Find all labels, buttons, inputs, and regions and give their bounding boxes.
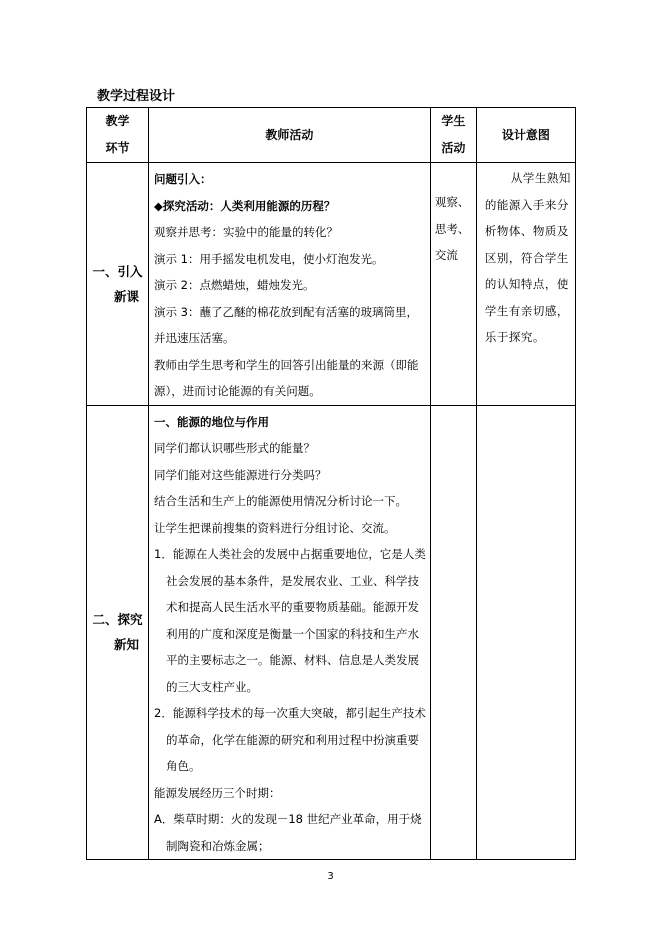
header-teacher: 教师活动 <box>149 108 431 163</box>
student-activity <box>430 405 476 860</box>
text-line: 同学们都认识哪些形式的能量？ <box>154 441 315 455</box>
header-stage-line: 教学 <box>105 114 130 128</box>
text-line: 同学们能对这些能源进行分类吗？ <box>154 467 327 482</box>
text-line: 演示 1：用手摇发电机发电，使小灯泡发光。 <box>154 251 384 266</box>
text-line: 的认知特点，使 <box>484 277 569 291</box>
text-line: 1．能源在人类社会的发展中占据重要地位，它是人类 <box>154 547 426 561</box>
text-line: 并迅速压活塞。 <box>154 331 235 345</box>
text-line: 制陶瓷和冶炼金属； <box>166 838 270 853</box>
header-stage-line: 环节 <box>105 141 130 155</box>
student-activity <box>430 163 476 406</box>
stage-explore <box>87 405 149 860</box>
text-line: 演示 3：蘸了乙醚的棉花放到配有活塞的玻璃筒里， <box>154 304 418 319</box>
text-line: 从学生熟知 <box>510 171 571 185</box>
text-line: 能源发展经历三个时期： <box>154 785 281 800</box>
text-line: 让学生把课前搜集的资料进行分组讨论、交流。 <box>154 520 396 535</box>
lesson-plan-table <box>86 107 576 860</box>
text-line: 区别，符合学生 <box>484 250 569 265</box>
header-intent: 设计意图 <box>476 108 575 163</box>
text-line: 术和提高人民生活水平的重要物质基础。能源开发 <box>166 600 419 614</box>
teacher-activity <box>149 163 431 406</box>
text-line: 观察并思考：实验中的能量的转化？ <box>154 225 338 239</box>
design-intent <box>476 163 575 406</box>
text-line: 教师由学生思考和学生的回答引出能量的来源（即能 <box>154 357 419 372</box>
text-line: 的革命，化学在能源的研究和利用过程中扮演重要 <box>166 732 419 747</box>
text-line: 乐于探究。 <box>484 330 545 344</box>
stage-label: 新课 <box>113 288 139 304</box>
text-line: 利用的广度和深度是衡量一个国家的科技和生产水 <box>166 626 419 641</box>
page-number: 3 <box>327 871 334 882</box>
design-intent <box>476 405 575 860</box>
header-stage <box>87 108 149 163</box>
text-line: 2．能源科学技术的每一次重大突破，都引起生产技术 <box>154 706 426 720</box>
header-student <box>430 108 476 163</box>
text-line: 的能源入手来分 <box>484 197 569 212</box>
teacher-activity <box>149 405 431 860</box>
text-line: 结合生活和生产上的能源使用情况分析讨论一下。 <box>154 494 407 508</box>
page-title: 教学过程设计 <box>97 89 176 104</box>
header-student-line: 活动 <box>441 141 466 155</box>
text-line: 演示 2：点燃蜡烛，蜡烛发光。 <box>154 278 315 292</box>
text-line: 角色。 <box>166 759 201 773</box>
header-student-line: 学生 <box>441 114 466 128</box>
text-line: 的三大支柱产业。 <box>166 679 258 694</box>
text-line: 析物体、物质及 <box>484 224 569 238</box>
text-line: 源），进而讨论能源的有关问题。 <box>154 384 321 398</box>
text-line: 学生有亲切感， <box>484 303 569 318</box>
text-line: 问题引入： <box>154 172 212 186</box>
table-row <box>87 405 576 860</box>
text-line: 平的主要标志之一。能源、材料、信息是人类发展 <box>166 653 419 667</box>
text-line: 观察、 <box>434 195 470 209</box>
text-line: 思考、 <box>434 221 470 236</box>
text-line: 一、能源的地位与作用 <box>154 414 269 429</box>
text-line: ◆探究活动：人类利用能源的历程？ <box>154 198 336 213</box>
header-row <box>87 108 576 163</box>
stage-label: 新知 <box>113 637 139 653</box>
stage-label: 一、引入 <box>92 263 143 279</box>
text-line: 交流 <box>434 248 458 262</box>
stage-intro <box>87 163 149 406</box>
table-row <box>87 163 576 406</box>
text-line: 社会发展的基本条件，是发展农业、工业、科学技 <box>166 573 419 588</box>
stage-label: 二、探究 <box>92 612 143 628</box>
text-line: A．柴草时期：火的发现－18 世纪产业革命，用于烧 <box>154 812 422 826</box>
